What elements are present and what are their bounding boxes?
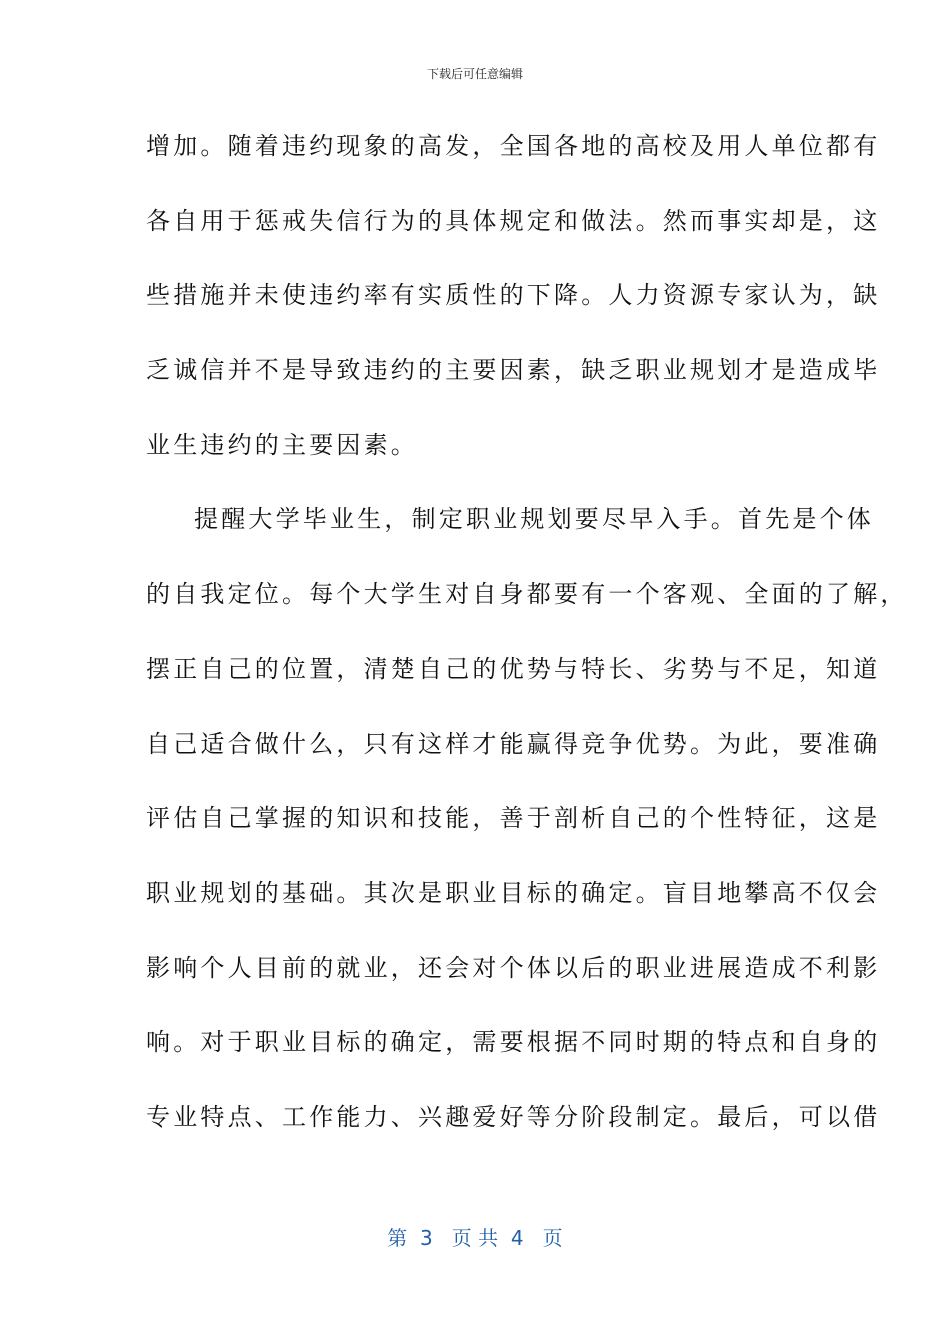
document-body xyxy=(146,120,908,1166)
page-header: 下载后可任意编辑 xyxy=(426,67,523,81)
text-line: 评估自己掌握的知识和技能，善于剖析自己的个性特征，这是 xyxy=(146,804,881,833)
text-line: 些措施并未使违约率有实质性的下降。人力资源专家认为，缺 xyxy=(146,281,881,310)
text-line: 职业规划的基础。其次是职业目标的确定。盲目地攀高不仅会 xyxy=(146,878,881,907)
page-number-footer: 第 3 页 共 4 页 xyxy=(387,1226,563,1250)
text-line: 专业特点、工作能力、兴趣爱好等分阶段制定。最后，可以借 xyxy=(146,1102,881,1131)
text-line: 响。对于职业目标的确定，需要根据不同时期的特点和自身的 xyxy=(146,1028,881,1057)
text-line: 各自用于惩戒失信行为的具体规定和做法。然而事实却是，这 xyxy=(146,206,881,235)
text-line: 乏诚信并不是导致违约的主要因素，缺乏职业规划才是造成毕 xyxy=(146,356,881,385)
text-line: 影响个人目前的就业，还会对个体以后的职业进展造成不利影 xyxy=(146,953,881,982)
paragraph-first-line: 提醒大学毕业生，制定职业规划要尽早入手。首先是个体 xyxy=(194,505,874,534)
text-line: 业生违约的主要因素。 xyxy=(146,430,418,459)
text-line: 增加。随着违约现象的高发，全国各地的高校及用人单位都有 xyxy=(146,132,881,160)
text-line: 摆正自己的位置，清楚自己的优势与特长、劣势与不足，知道 xyxy=(146,654,881,683)
text-line: 的自我定位。每个大学生对自身都要有一个客观、全面的了解， xyxy=(146,580,908,609)
text-line: 自己适合做什么，只有这样才能赢得竞争优势。为此，要准确 xyxy=(146,729,881,758)
